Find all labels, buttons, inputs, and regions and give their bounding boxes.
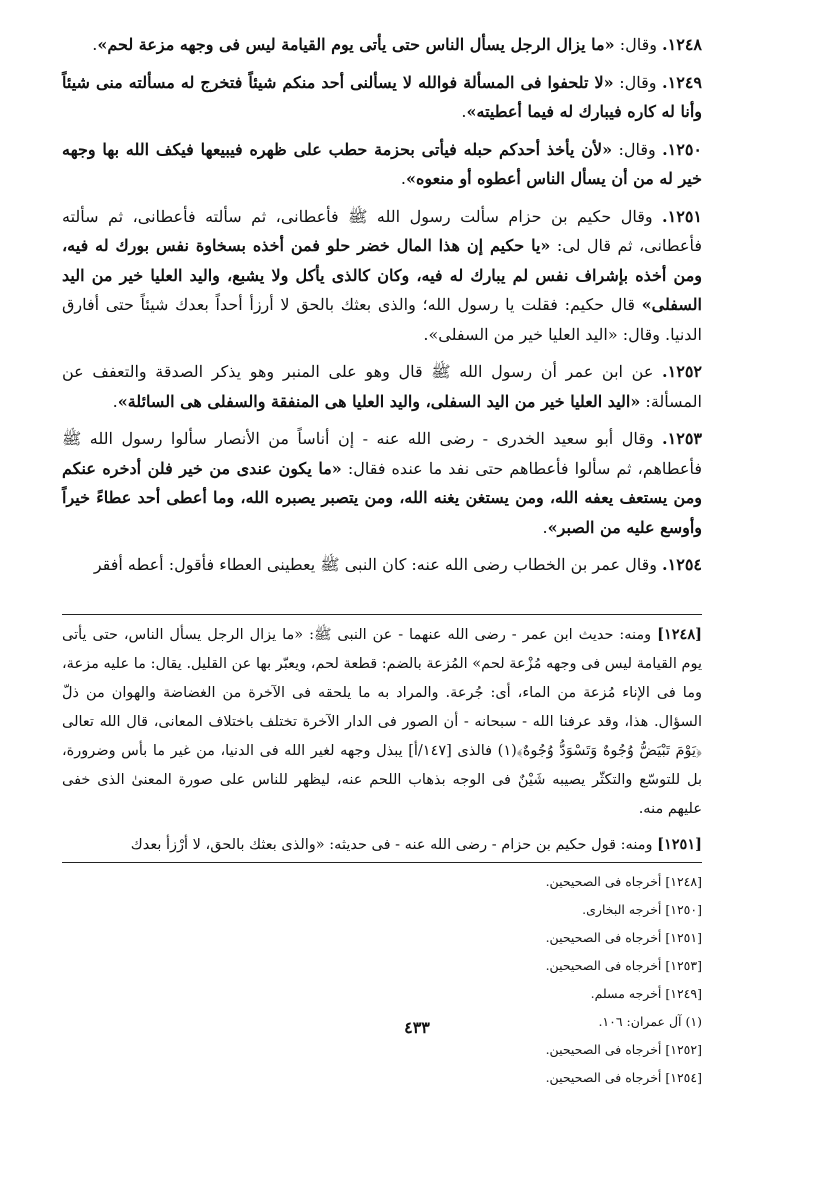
hadith-1249: ١٢٤٩. وقال: «لا تلحفوا فى المسألة فوالله لا يسألنى أحد منكم شيئاً فتخرج له مسألته منى شيئاً وأنا له كاره فيبارك له فيما أعطيته».	[62, 72, 702, 121]
commentary-1251: [١٢٥١] ومنه: قول حكيم بن حزام - رضى الله عنه - فى حديثه: «والذى بعثك بالحق، لا أرْزأ بعدك	[130, 836, 702, 853]
references-right-column	[402, 868, 702, 980]
reference-item: (١) آل عمران: ١٠٦.	[598, 1014, 702, 1029]
commentary-1248: [١٢٤٨] ومنه: حديث ابن عمر - رضى الله عنهما - عن النبى ﷺ: «ما يزال الرجل يسأل الناس، حتى يأتى يوم القيامة ليس فى وجهه مُزْعة لحم» المُزعة بالضم: قطعة لحم، ويعبّر بها عن القليل. يقال: ما عليه مزعة، وما فى الإناء مُزعة من الماء، أى: جُرعة. والمراد به ما يلحقه فى الآخرة من الغضاضة والهوان من ذلّ السؤال. هذا، وقد عرفنا الله - سبحانه - أن الصور فى الدار الآخرة تختلف باختلاف المعانى، قال الله تعالى ﴿يَوْمَ تَبْيَضُّ وُجُوهٌ وَتَسْوَدُّ وُجُوهٌ﴾(١) فالذى [١٤٧/أ] يبذل وجهه لغير الله فى الدنيا، من غير ما بأس وضرورة، بل للتوسّع والتكثّر يصيبه شَيْنٌ فى الوجه بذهاب اللحم عنه، ليظهر للناس على صورة المعنىٰ الذى خفى عليهم منه.	[62, 626, 702, 817]
reference-item: [١٢٥٣] أخرجاه فى الصحيحين.	[545, 958, 702, 973]
reference-item: [١٢٥٤] أخرجاه فى الصحيحين.	[545, 1070, 702, 1085]
commentary-section	[62, 620, 702, 866]
reference-item: [١٢٥١] أخرجاه فى الصحيحين.	[545, 930, 702, 945]
page-number: ٤٣٣	[404, 1018, 430, 1037]
reference-item: [١٢٥٢] أخرجاه فى الصحيحين.	[545, 1042, 702, 1057]
references-divider	[62, 862, 702, 863]
hadith-1250: ١٢٥٠. وقال: «لأن يأخذ أحدكم حبله فيأتى بحزمة حطب على ظهره فيبيعها فيكف الله بها وجهه خير له من أن يسأل الناس أعطوه أو منعوه».	[62, 139, 703, 188]
commentary-divider	[62, 614, 702, 615]
references	[62, 868, 702, 1092]
reference-item: [١٢٤٨] أخرجاه فى الصحيحين.	[545, 874, 702, 889]
hadith-1252: ١٢٥٢. عن ابن عمر أن رسول الله ﷺ قال وهو على المنبر وهو يذكر الصدقة والتعفف عن المسألة: «اليد العليا خير من اليد السفلى، واليد العليا هى المنفقة والسفلى هى السائلة».	[62, 362, 702, 411]
hadith-1248: ١٢٤٨. وقال: «ما يزال الرجل يسأل الناس حتى يأتى يوم القيامة ليس فى وجهه مزعة لحم».	[92, 35, 702, 54]
reference-item: [١٢٤٩] أخرجه مسلم.	[590, 986, 702, 1001]
hadith-1253: ١٢٥٣. وقال أبو سعيد الخدرى - رضى الله عنه - إن أناساً من الأنصار سألوا رسول الله ﷺ فأعطاهم، ثم سألوا فأعطاهم حتى نفد ما عنده فقال: «ما يكون عندى من خير فلن أدخره عنكم ومن يستعف يعفه الله، ومن يستغن يغنه الله، ومن يتصبر يصبره الله، وما أعطى أحد عطاءً خيراً وأوسع عليه من الصبر».	[62, 429, 702, 537]
reference-item: [١٢٥٠] أخرجه البخارى.	[582, 902, 702, 917]
main-text	[62, 30, 702, 588]
hadith-1254: ١٢٥٤. وقال عمر بن الخطاب رضى الله عنه: كان النبى ﷺ يعطينى العطاء فأقول: أعطه أفقر	[93, 555, 702, 574]
hadith-1251: ١٢٥١. وقال حكيم بن حزام سألت رسول الله ﷺ فأعطانى، ثم سألته فأعطانى، ثم سألته فأعطانى، ثم قال لى: «يا حكيم إن هذا المال خضر حلو فمن أخذه بسخاوة نفس بورك له فيه، ومن أخذه بإشراف نفس لم يبارك له فيه، وكان كالذى يأكل ولا يشبع، واليد العليا خير من اليد السفلى» قال حكيم: فقلت يا رسول الله؛ والذى بعثك بالحق لا أرزأ أحداً بعدك شيئاً حتى أفارق الدنيا. وقال: «اليد العليا خير من السفلى».	[62, 206, 703, 344]
